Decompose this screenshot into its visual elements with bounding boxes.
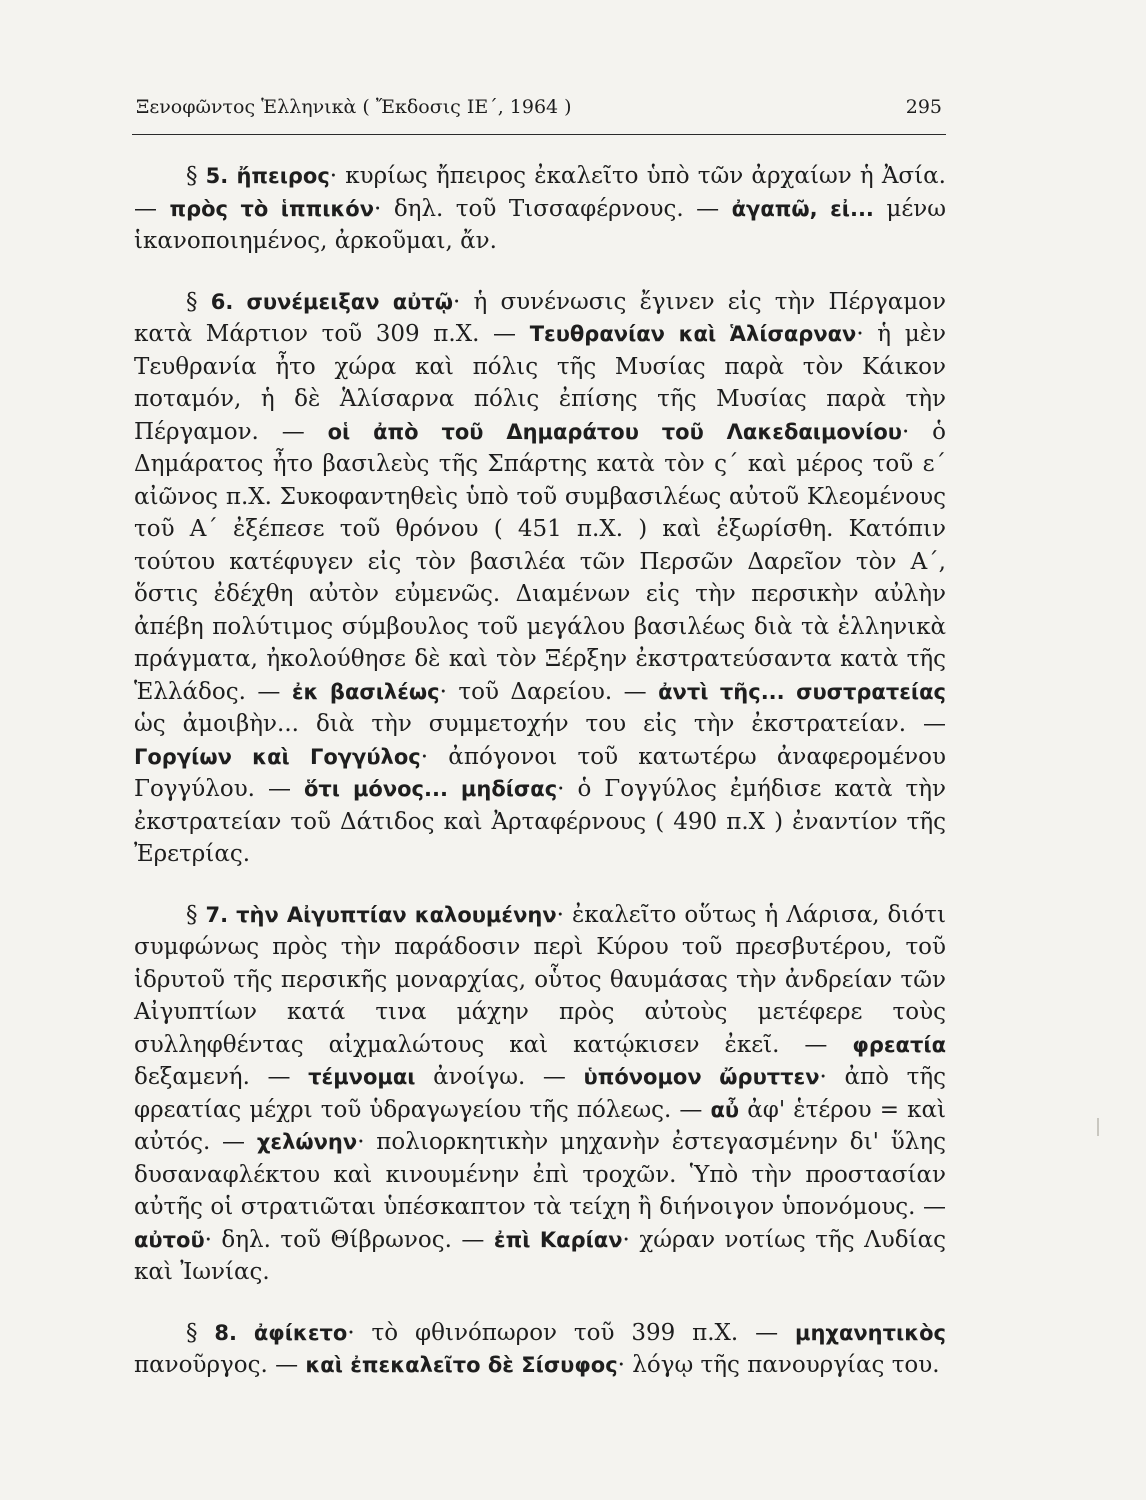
lemma: χελώνην [256, 1130, 358, 1154]
lemma: Γοργίων καὶ Γογγύλος [134, 744, 421, 769]
section-8: § 8. ἀφίκετο· τὸ φθινόπωρον τοῦ 399 π.Χ. — μηχανητικὸς πανοῦργος. — καὶ ἐπεκαλεῖτο δὲ Σίσυφος· λόγῳ τῆς πανουργίας του. [134, 1319, 947, 1378]
lemma: πρὸς τὸ ἱππικόν [169, 196, 375, 221]
section-number: 6. [210, 289, 234, 314]
lemma: φρεατία [852, 1032, 946, 1057]
running-header [136, 96, 942, 118]
margin-mark [1097, 1118, 1099, 1136]
section-6: § 6. συνέμειξαν αὐτῷ· ἡ συνένωσις ἔγινεν εἰς τὴν Πέργαμον κατὰ Μάρτιον τοῦ 309 π.Χ. — Τευθρανίαν καὶ Ἁλίσαρναν· ἡ μὲν Τευθρανία ἦτο χώρα καὶ πόλις τῆς Μυσίας παρὰ τὸν Κάικον ποταμόν, ἡ δὲ Ἁλίσαρνα πόλις ἐπίσης τῆς Μυσίας παρὰ τὴν Πέργαμον. — οἱ ἀπὸ τοῦ Δημαράτου τοῦ Λακεδαιμονίου· ὁ Δημάρατος ἦτο βασιλεὺς τῆς Σπάρτης κατὰ τὸν ς΄ καὶ μέρος τοῦ ε΄ αἰῶνος π.Χ. Συκοφαντηθεὶς ὑπὸ τοῦ συμβασιλέως αὐτοῦ Κλεομένους τοῦ Α΄ ἐξέπεσε τοῦ θρόνου ( 451 π.Χ. ) καὶ ἐξωρίσθη. Κατόπιν τούτου κατέφυγεν εἰς τὸν βασιλέα τῶν Περσῶν Δαρεῖον τὸν Α΄, ὅστις ἐδέχθη αὐτὸν εὐμενῶς. Διαμένων εἰς τὴν περσικὴν αὐλὴν ἀπέβη πολύτιμος σύμβουλος τοῦ μεγάλου βασιλέως διὰ τὰ ἑλληνικὰ πράγματα, ἠκολούθησε δὲ καὶ τὸν Ξέρξην ἐκστρατεύσαντα κατὰ τῆς Ἑλλάδος. — ἐκ βασιλέως· τοῦ Δαρείου. — ἀντὶ τῆς... συστρατείας ὡς ἀμοιβὴν... διὰ τὴν συμμετοχήν του εἰς τὴν ἐκστρατείαν. — Γοργίων καὶ Γογγύλος· ἀπόγονοι τοῦ κατωτέρω ἀναφερομένου Γογγύλου. — ὅτι μόνος... μηδίσας· ὁ Γογγύλος ἐμήδισε κατὰ τὴν ἐκστρατείαν τοῦ Δάτιδος καὶ Ἀρταφέρνους ( 490 π.Χ ) ἐναντίον τῆς Ἐρετρίας. [134, 288, 947, 867]
running-title: Ξενοφῶντος Ἑλληνικὰ ( Ἔκδοσις ΙΕ΄, 1964 ) [136, 96, 572, 118]
section-number: 7. [205, 902, 229, 927]
lemma: μηχανητικὸς [795, 1320, 947, 1345]
page-number: 295 [905, 96, 942, 118]
section-number: 8. [214, 1320, 237, 1345]
lemma: οἱ ἀπὸ τοῦ Δημαράτου τοῦ Λακεδαιμονίου [327, 419, 902, 444]
section-5: § 5. ἤπειρος· κυρίως ἤπειρος ἐκαλεῖτο ὑπὸ τῶν ἀρχαίων ἡ Ἀσία. — πρὸς τὸ ἱππικόν· δηλ. τοῦ Τισσαφέρνους. — ἀγαπῶ, εἰ... μένω ἱκανοποιημένος, ἀρκοῦμαι, ἄν. [134, 163, 946, 254]
lemma: τέμνομαι [308, 1065, 416, 1089]
lemma: ὅτι μόνος... μηδίσας [303, 777, 558, 801]
header-rule [132, 134, 946, 135]
lemma: ἤπειρος [236, 164, 330, 188]
lemma: ὑπόνομον ὤρυττεν [583, 1065, 820, 1089]
lemma: αὖ [710, 1097, 740, 1122]
lemma: αὐτοῦ [134, 1227, 205, 1252]
section-number: 5. [205, 164, 229, 188]
lemma: Τευθρανίαν καὶ Ἁλίσαρναν [529, 322, 857, 346]
lemma: ἀντὶ τῆς... συστρατείας [658, 679, 946, 704]
lemma: ἀγαπῶ, εἰ... [731, 196, 874, 221]
lemma: ἐκ βασιλέως [291, 679, 440, 704]
lemma: τὴν Αἰγυπτίαν καλουμένην [236, 902, 557, 927]
lemma: ἐπὶ Καρίαν [493, 1227, 623, 1252]
lemma: συνέμειξαν αὐτῷ [246, 289, 453, 314]
lemma: καὶ ἐπεκαλεῖτο δὲ Σίσυφος [305, 1353, 618, 1377]
lemma: ἀφίκετο [253, 1320, 348, 1345]
section-7: § 7. τὴν Αἰγυπτίαν καλουμένην· ἐκαλεῖτο οὕτως ἡ Λάρισα, διότι συμφώνως πρὸς τὴν παράδοσιν περὶ Κύρου τοῦ πρεσβυτέρου, τοῦ ἱδρυτοῦ τῆς περσικῆς μοναρχίας, οὗτος θαυμάσας τὴν ἀνδρείαν τῶν Αἰγυπτίων κατά τινα μάχην πρὸς αὐτοὺς μετέφερε τοὺς συλληφθέντας αἰχμαλώτους καὶ κατῴκισεν ἐκεῖ. — φρεατία δεξαμενή. — τέμνομαι ἀνοίγω. — ὑπόνομον ὤρυττεν· ἀπὸ τῆς φρεατίας μέχρι τοῦ ὑδραγωγείου τῆς πόλεως. — αὖ ἀφ' ἑτέρου = καὶ αὐτός. — χελώνην· πολιορκητικὴν μηχανὴν ἐστεγασμένην δι' ὕλης δυσαναφλέκτου καὶ κινουμένην ἐπὶ τροχῶν. Ὑπὸ τὴν προστασίαν αὐτῆς οἱ στρατιῶται ὑπέσκαπτον τὰ τείχη ἢ διήνοιγον ὑπονόμους. — αὐτοῦ· δηλ. τοῦ Θίβρωνος. — ἐπὶ Καρίαν· χώραν νοτίως τῆς Λυδίας καὶ Ἰωνίας. [134, 901, 947, 1285]
commentary-text [134, 160, 946, 1382]
